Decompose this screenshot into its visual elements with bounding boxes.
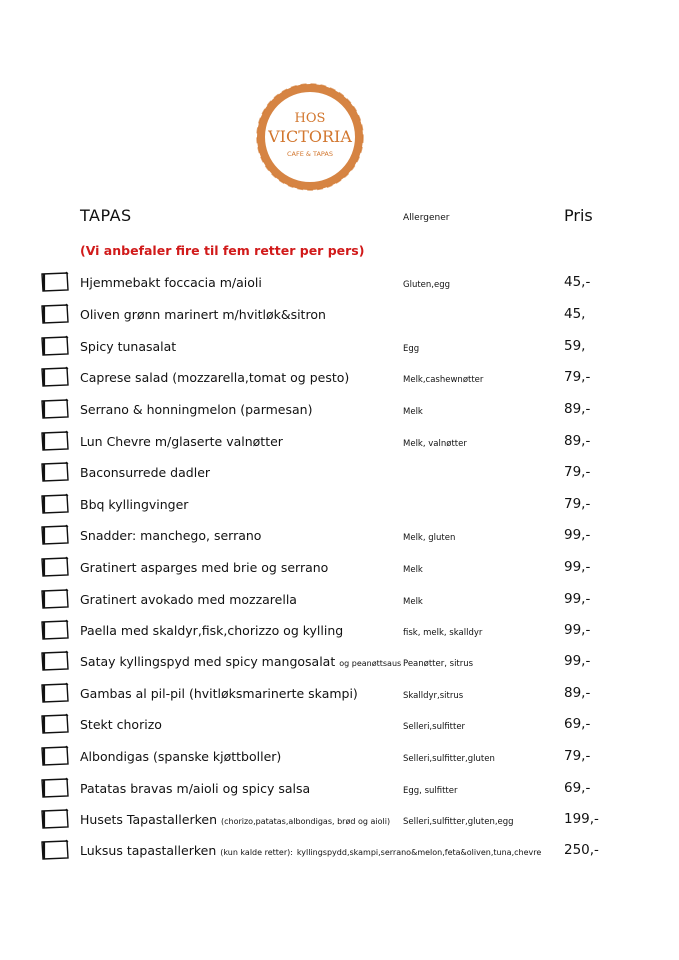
menu-item-price: 79,- [564,748,591,764]
menu-item [0,775,679,803]
menu-item [0,491,679,519]
menu-item-name: Spicy tunasalat [80,339,177,354]
menu-item-price: 45, [564,306,586,322]
menu-item-allergens: Melk [403,565,423,575]
menu-item-price: 250,- [564,842,599,858]
checkbox-icon[interactable] [40,839,70,861]
menu-item-name: Hjemmebakt foccacia m/aioli [80,275,262,290]
menu-item [0,586,679,614]
checkbox-icon[interactable] [40,619,70,641]
checkbox-icon[interactable] [40,777,70,799]
menu-item [0,522,679,550]
menu-item-price: 99,- [564,653,591,669]
menu-item-allergens: Egg [403,344,420,354]
menu-item-allergens: Selleri,sulfitter [403,722,466,732]
menu-item-name: Caprese salad (mozzarella,tomat og pesto) [80,370,350,385]
menu-item-allergens: fisk, melk, skalldyr [403,628,483,638]
checkbox-icon[interactable] [40,461,70,483]
menu-item [0,459,679,487]
menu-item-allergens: Melk, gluten [403,533,456,543]
checkbox-icon[interactable] [40,398,70,420]
menu-item [0,364,679,392]
checkbox-icon[interactable] [40,493,70,515]
menu-item-name: Patatas bravas m/aioli og spicy salsa [80,781,311,796]
menu-item-name: Serrano & honningmelon (parmesan) [80,402,313,417]
menu-item [0,554,679,582]
menu-item-name: Snadder: manchego, serrano [80,528,262,543]
menu-item-luksus [0,837,679,865]
menu-item-price: 79,- [564,464,591,480]
menu-item-allergens: Melk, valnøtter [403,439,467,449]
menu-item-allergens: Melk [403,407,423,417]
menu-item-name: Luksus tapastallerken (kun kalde retter): kyllingspydd,skampi,serrano&melon,feta&oliven,tuna,chevre [80,843,542,858]
menu-item [0,301,679,329]
price-header: Pris [564,206,593,225]
menu-item-name: Baconsurrede dadler [80,465,211,480]
menu-item-subnote: (chorizo,patatas,albondigas, brød og aioli) [220,817,391,826]
menu-item-name: Bbq kyllingvinger [80,497,189,512]
menu-item-price: 79,- [564,369,591,385]
menu-item-price: 59, [564,338,586,354]
menu-item-price: 89,- [564,401,591,417]
menu-item-name: Husets Tapastallerken (chorizo,patatas,albondigas, brød og aioli) [80,812,391,827]
menu-item-price: 99,- [564,591,591,607]
menu-item-price: 99,- [564,527,591,543]
menu-item [0,743,679,771]
menu-item-price: 199,- [564,811,599,827]
menu-item-name: Gratinert asparges med brie og serrano [80,560,329,575]
menu-item [0,428,679,456]
menu-item [0,269,679,297]
logo-line1: HOS [294,111,326,126]
menu-item-price: 89,- [564,433,591,449]
menu-item [0,806,679,834]
checkbox-icon[interactable] [40,430,70,452]
menu-item [0,396,679,424]
menu-item-name: Gratinert avokado med mozzarella [80,592,297,607]
menu-item [0,617,679,645]
menu-item-price: 99,- [564,622,591,638]
menu-item-allergens: Skalldyr,sitrus [403,691,464,701]
menu-item-price: 69,- [564,780,591,796]
menu-item-price: 89,- [564,685,591,701]
menu-item-name: Satay kyllingspyd med spicy mangosalat og peanøttsaus [80,654,402,669]
menu-item-allergens: Melk,cashewnøtter [403,375,484,385]
menu-item-allergens: Selleri,sulfitter,gluten [403,754,495,764]
menu-item [0,711,679,739]
menu-item-name: Paella med skaldyr,fisk,chorizzo og kylling [80,623,344,638]
checkbox-icon[interactable] [40,271,70,293]
menu-item-name: Stekt chorizo [80,717,162,732]
checkbox-icon[interactable] [40,556,70,578]
checkbox-icon[interactable] [40,650,70,672]
checkbox-icon[interactable] [40,335,70,357]
logo-line2: VICTORIA [268,127,352,146]
checkbox-icon[interactable] [40,745,70,767]
menu-item-allergens: Melk [403,597,423,607]
hos-victoria-logo [253,80,367,194]
allergens-header: Allergener [403,213,450,223]
checkbox-icon[interactable] [40,713,70,735]
menu-item-price: 45,- [564,274,591,290]
recommendation-note: (Vi anbefaler fire til fem retter per pers) [80,243,365,258]
checkbox-icon[interactable] [40,524,70,546]
checkbox-icon[interactable] [40,588,70,610]
menu-item [0,333,679,361]
menu-item-price: 99,- [564,559,591,575]
menu-item-allergens: Selleri,sulfitter,gluten,egg [403,817,514,827]
menu-item-name: Albondigas (spanske kjøttboller) [80,749,282,764]
menu-item [0,648,679,676]
logo-line3: CAFE & TAPAS [286,150,334,158]
menu-item-name: Gambas al pil-pil (hvitløksmarinerte skampi) [80,686,358,701]
menu-title: TAPAS [80,206,132,225]
menu-item-allergens: Gluten,egg [403,280,451,290]
menu-item-subnote: (kun kalde retter): [220,848,293,857]
menu-item-price: 69,- [564,716,591,732]
checkbox-icon[interactable] [40,682,70,704]
menu-item-allergens: Peanøtter, sitrus [403,659,474,669]
checkbox-icon[interactable] [40,808,70,830]
checkbox-icon[interactable] [40,303,70,325]
menu-item-price: 79,- [564,496,591,512]
checkbox-icon[interactable] [40,366,70,388]
menu-item-name: Lun Chevre m/glaserte valnøtter [80,434,283,449]
menu-item-detail: kyllingspydd,skampi,serrano&melon,feta&oliven,tuna,chevre [296,848,542,857]
menu-item-allergens: Egg, sulfitter [403,786,458,796]
menu-item-subnote: og peanøttsaus [339,659,402,668]
menu-item [0,680,679,708]
menu-item-name: Oliven grønn marinert m/hvitløk&sitron [80,307,326,322]
